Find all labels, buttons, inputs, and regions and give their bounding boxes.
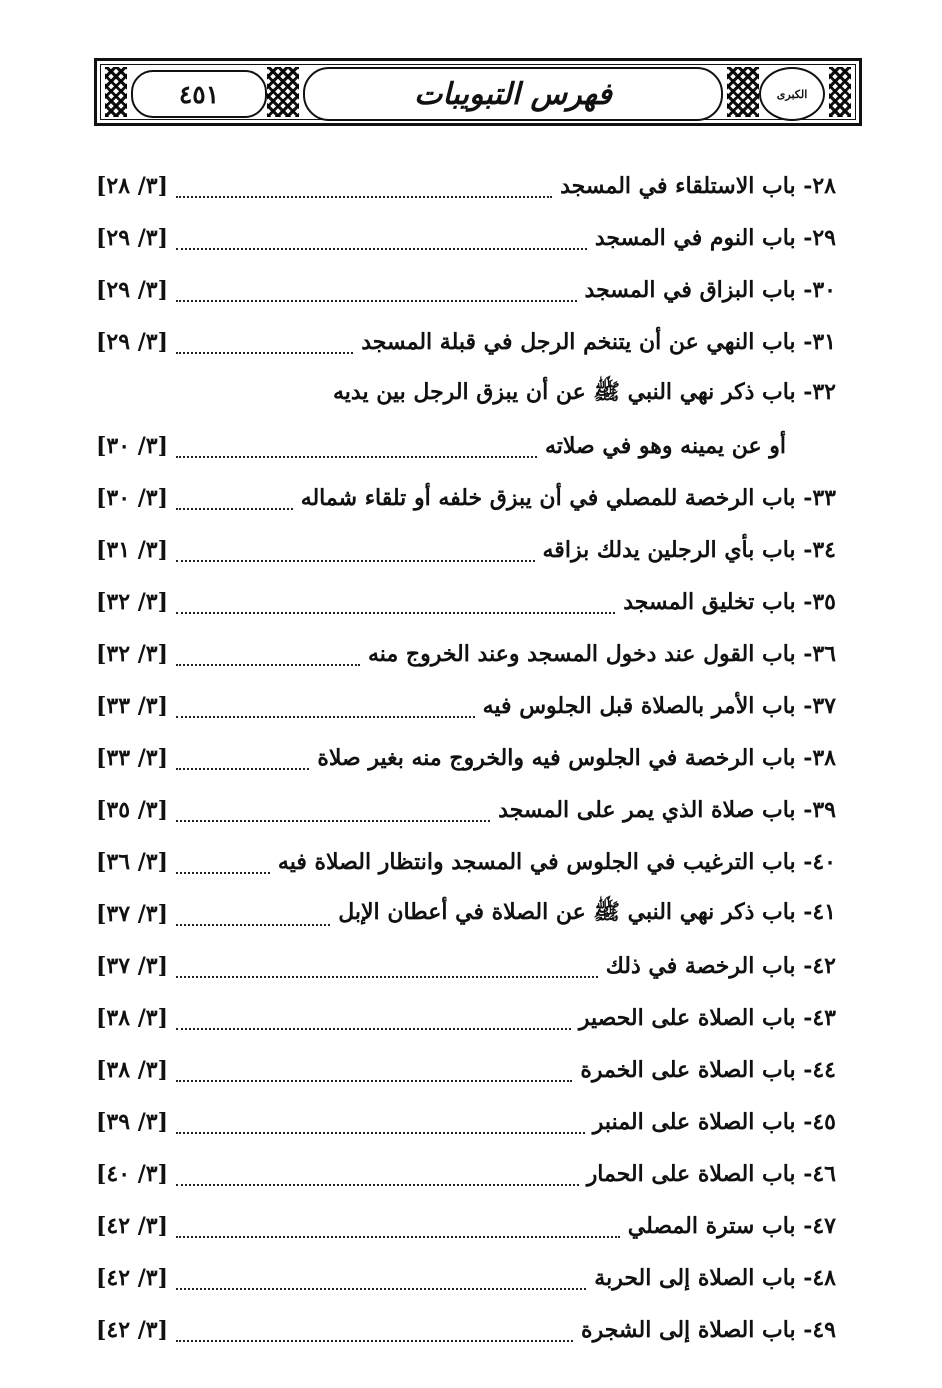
toc-entry-reference: [٣/ ٢٨] [96, 173, 169, 199]
toc-entry [96, 472, 836, 524]
dot-leader [176, 924, 330, 926]
toc-entry [96, 316, 836, 368]
toc-entry-title: ٣٢- باب ذكر نهي النبي ﷺ عن أن يبزق الرجل بين يديه [333, 379, 836, 405]
toc-entry-reference: [٣/ ٣٧] [96, 901, 169, 927]
dot-leader [176, 872, 270, 874]
toc-entry [96, 420, 836, 472]
toc-entry-title: ٢٨- باب الاستلقاء في المسجد [560, 173, 836, 199]
toc-entry-reference: [٣/ ٣٢] [96, 589, 169, 615]
toc-entry-title: ٣٦- باب القول عند دخول المسجد وعند الخروج منه [368, 641, 836, 667]
toc-entry-reference: [٣/ ٣٣] [96, 693, 169, 719]
toc-entry-title: ٣٤- باب بأي الرجلين يدلك بزاقه [542, 537, 836, 563]
dot-leader [176, 248, 587, 250]
toc-entry-title: ٣٨- باب الرخصة في الجلوس فيه والخروج منه بغير صلاة [317, 745, 836, 771]
toc-entry-reference: [٣/ ٤٠] [96, 1161, 169, 1187]
toc-entry-reference: [٣/ ٣٠] [96, 433, 169, 459]
toc-entry-reference: [٣/ ٣٣] [96, 745, 169, 771]
dot-leader [176, 508, 293, 510]
dot-leader [176, 716, 475, 718]
toc-entry-reference: [٣/ ٢٩] [96, 329, 169, 355]
ornament-pattern [267, 67, 299, 117]
toc-entry-reference: [٣/ ٣٨] [96, 1057, 169, 1083]
toc-entry [96, 1304, 836, 1356]
dot-leader [176, 820, 490, 822]
toc-entry-title: ٤٨- باب الصلاة إلى الحربة [594, 1265, 836, 1291]
toc-entry-reference: [٣/ ٤٢] [96, 1265, 169, 1291]
toc-entry-title: ٣٧- باب الأمر بالصلاة قبل الجلوس فيه [482, 693, 836, 719]
toc-entry-title: ٤٠- باب الترغيب في الجلوس في المسجد وانتظار الصلاة فيه [277, 849, 836, 875]
toc-entry [96, 1044, 836, 1096]
toc-entry [96, 836, 836, 888]
dot-leader [176, 560, 535, 562]
toc-entry-reference: [٣/ ٤٢] [96, 1213, 169, 1239]
toc-entry-title: ٤٦- باب الصلاة على الحمار [586, 1161, 836, 1187]
toc-entry-title: ٤١- باب ذكر نهي النبي ﷺ عن الصلاة في أعطان الإبل [338, 899, 836, 925]
toc-entry-reference: [٣/ ٣٦] [96, 849, 169, 875]
toc-entry [96, 680, 836, 732]
toc-entry-title: أو عن يمينه وهو في صلاته [545, 433, 786, 459]
toc-entry [96, 1096, 836, 1148]
toc-entry [96, 264, 836, 316]
toc-entry-reference: [٣/ ٣١] [96, 537, 169, 563]
dot-leader [176, 1028, 571, 1030]
toc-entry-reference: [٣/ ٢٩] [96, 277, 169, 303]
toc-entry [96, 1200, 836, 1252]
toc-entry-title: ٤٤- باب الصلاة على الخمرة [580, 1057, 836, 1083]
dot-leader [176, 664, 360, 666]
toc-entry-title: ٤٧- باب سترة المصلي [627, 1213, 836, 1239]
toc-entry-title: ٤٥- باب الصلاة على المنبر [592, 1109, 836, 1135]
toc-entry [96, 732, 836, 784]
toc-entry [96, 1252, 836, 1304]
toc-entry-reference: [٣/ ٣٠] [96, 485, 169, 511]
ornament-pattern [727, 67, 759, 117]
toc-entry [96, 160, 836, 212]
toc-entry [96, 368, 836, 420]
page-title: فهرس التبويبات [303, 67, 723, 121]
dot-leader [176, 1288, 586, 1290]
toc-entry [96, 992, 836, 1044]
dot-leader [176, 300, 577, 302]
page-number: ٤٥١ [131, 70, 267, 118]
toc-entry-reference: [٣/ ٤٢] [96, 1317, 169, 1343]
toc-entry-title: ٤٩- باب الصلاة إلى الشجرة [581, 1317, 836, 1343]
toc-entry-title: ٣٣- باب الرخصة للمصلي في أن يبزق خلفه أو تلقاء شماله [300, 485, 836, 511]
toc-entry [96, 576, 836, 628]
page-header [94, 58, 862, 126]
dot-leader [176, 1236, 620, 1238]
dot-leader [176, 976, 598, 978]
dot-leader [176, 196, 552, 198]
toc-entry-title: ٤٣- باب الصلاة على الحصير [578, 1005, 836, 1031]
toc-entry-title: ٣٥- باب تخليق المسجد [623, 589, 836, 615]
toc-entry-reference: [٣/ ٣٢] [96, 641, 169, 667]
toc-entry [96, 212, 836, 264]
dot-leader [176, 768, 309, 770]
toc-entry [96, 1148, 836, 1200]
toc-entry [96, 784, 836, 836]
toc-entry-reference: [٣/ ٣٥] [96, 797, 169, 823]
dot-leader [176, 612, 615, 614]
toc-entry-reference: [٣/ ٣٨] [96, 1005, 169, 1031]
dot-leader [176, 456, 537, 458]
toc-entry-reference: [٣/ ٢٩] [96, 225, 169, 251]
toc-entry-title: ٣٠- باب البزاق في المسجد [584, 277, 836, 303]
toc-entry [96, 940, 836, 992]
toc-entry [96, 524, 836, 576]
toc-entry-title: ٣١- باب النهي عن أن يتنخم الرجل في قبلة المسجد [361, 329, 836, 355]
ornament-pattern [829, 67, 851, 117]
toc-entry-reference: [٣/ ٣٧] [96, 953, 169, 979]
toc-entry [96, 628, 836, 680]
dot-leader [176, 1184, 579, 1186]
dot-leader [176, 352, 353, 354]
toc-entry-title: ٤٢- باب الرخصة في ذلك [605, 953, 836, 979]
dot-leader [176, 1340, 573, 1342]
toc-entry-title: ٢٩- باب النوم في المسجد [594, 225, 836, 251]
dot-leader [176, 1080, 572, 1082]
table-of-contents [96, 160, 836, 1356]
ornament-pattern [105, 67, 127, 117]
dot-leader [176, 1132, 585, 1134]
toc-entry-reference: [٣/ ٣٩] [96, 1109, 169, 1135]
toc-entry [96, 888, 836, 940]
toc-entry-title: ٣٩- باب صلاة الذي يمر على المسجد [498, 797, 836, 823]
book-seal: الكبرى [759, 67, 825, 121]
